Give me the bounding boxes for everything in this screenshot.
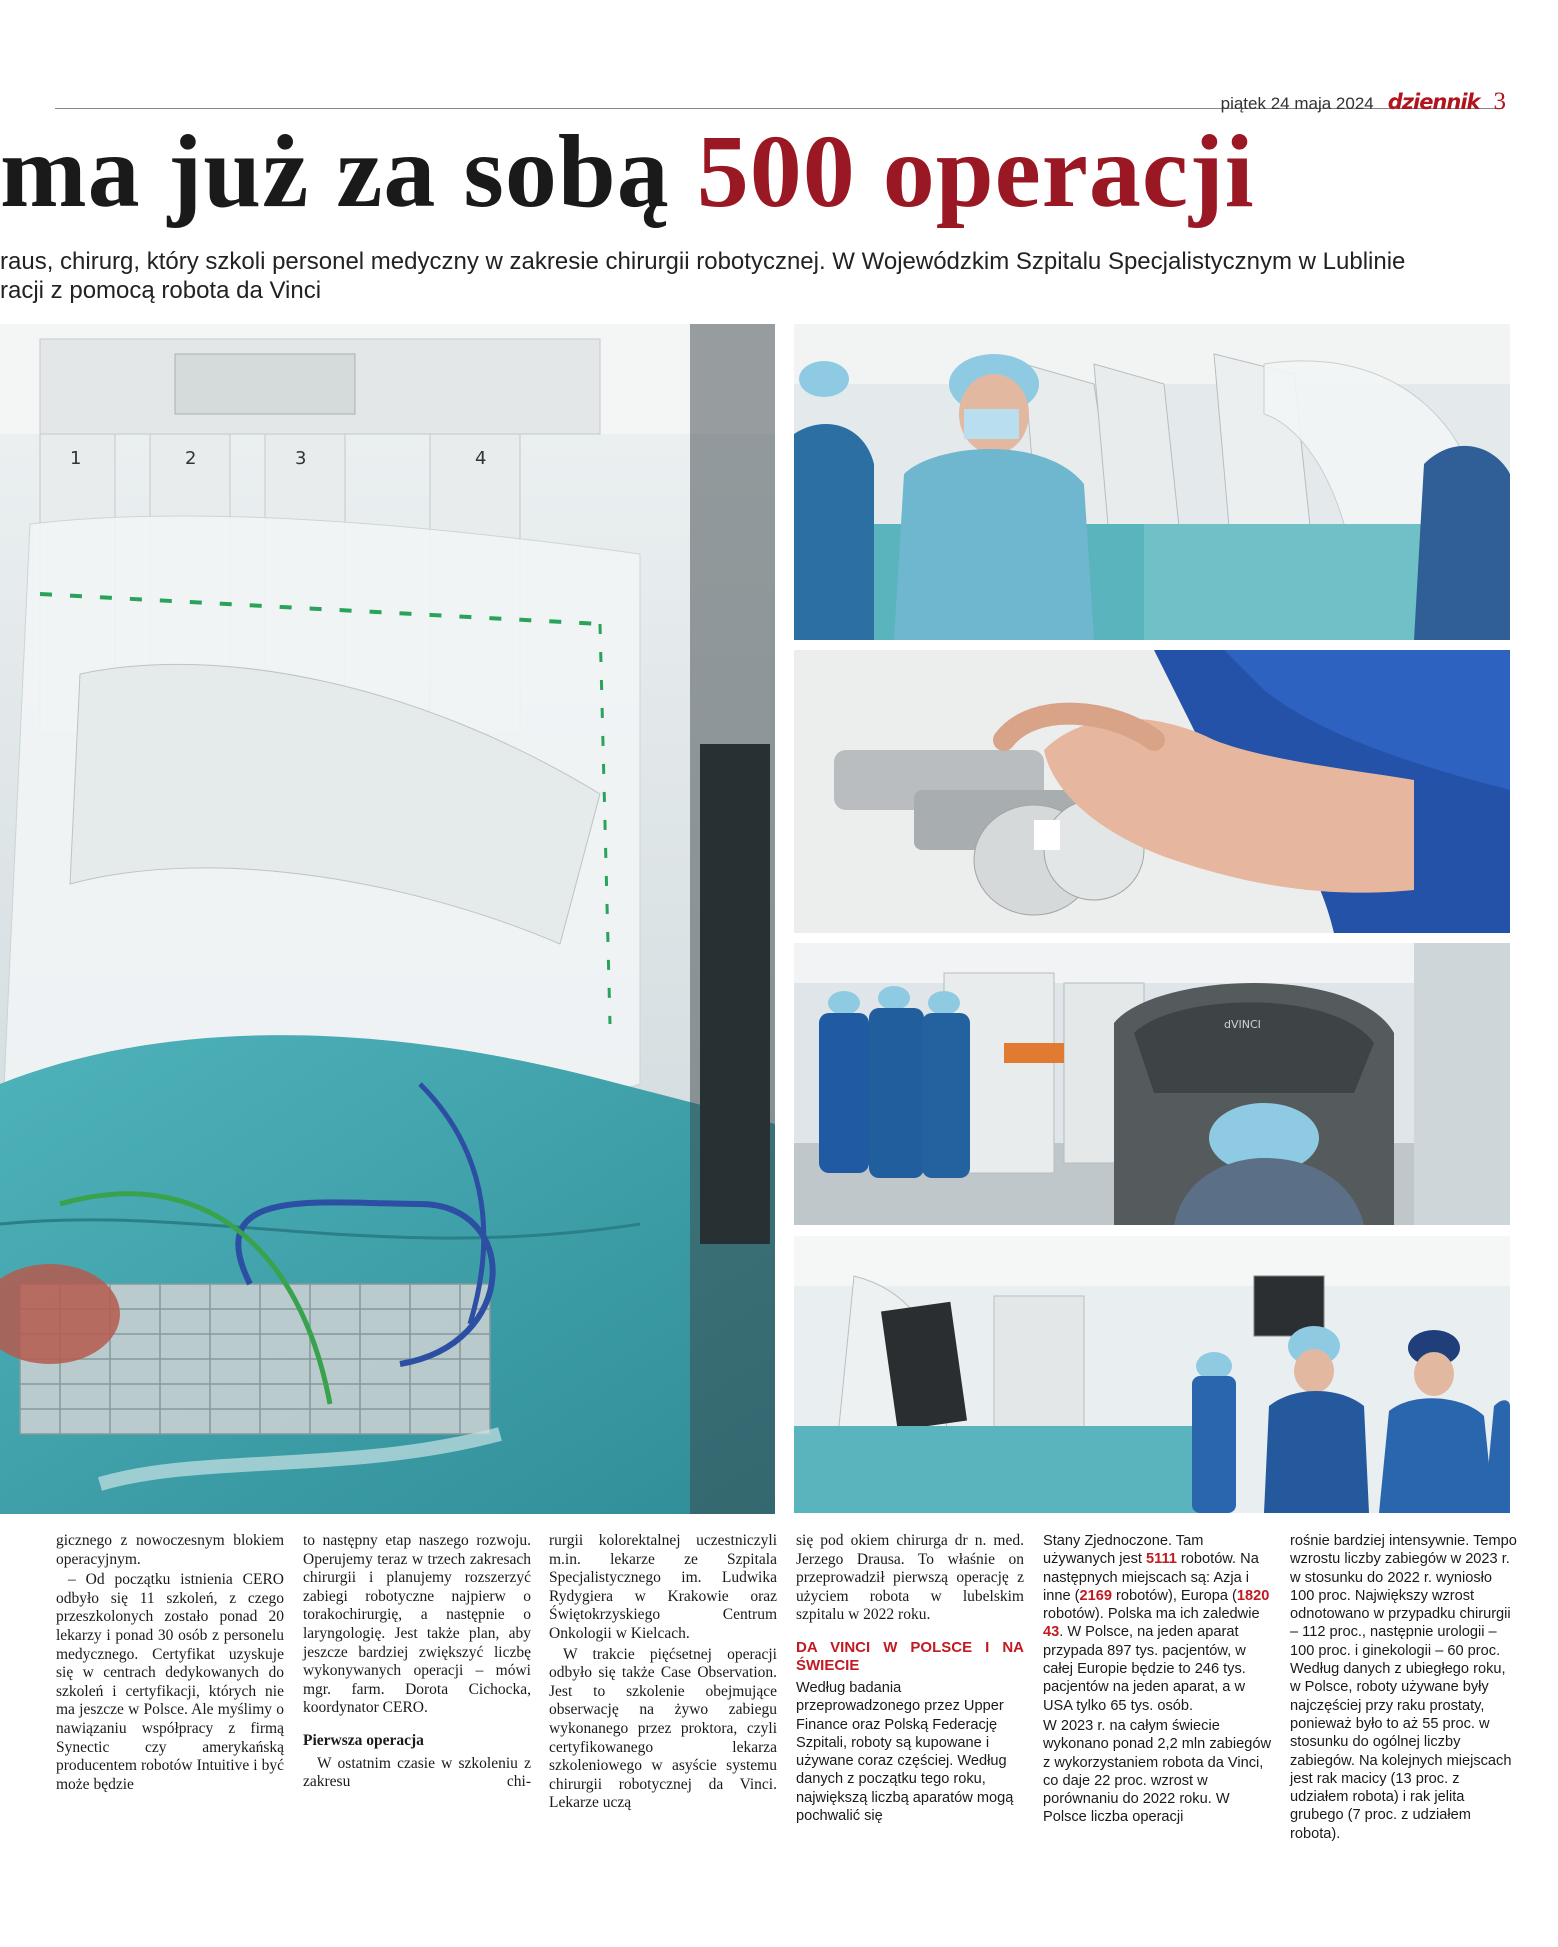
stat-usa-robots: 5111 [1146,1551,1177,1568]
text-run: robotów), Europa ( [1111,1587,1237,1604]
photo-surgeon-at-console [794,943,1510,1225]
stat-europe-robots: 1820 [1236,1587,1270,1604]
box-paragraph: rośnie bardziej intensywnie. Tempo wzrostu liczby zabiegów w 2023 r. w stosunku do 2022 r. wyniosło 100 proc. Największy wzrost odnotowano w przypadku chirurgii – 112 proc., następnie urologii – 100 proc. i ginekologii – 60 proc. Według danych z ubiegłego roku, w Polsce, roboty używane były najczęściej przy raku prostaty, ponieważ było to aż 55 proc. w stosunku do ogólnej liczby zabiegów. Na kolejnych miejscach jest rak macicy (13 proc. z udziałem robota) i rak jelita grubego (7 proc. z udziałem robota). [1290,1533,1517,1842]
photo-team-in-operating-room [794,1236,1510,1513]
article-headline [0,108,1558,236]
newspaper-logo: dziennik [1387,90,1480,114]
paragraph: gicznego z nowoczesnym blokiem operacyjnym. [56,1532,284,1568]
arm-label-3: 3 [295,448,307,469]
stat-poland-robots: 43 [1043,1624,1060,1641]
lead-line-1: raus, chirurg, który szkoli personel medyczny w zakresie chirurgii robotycznej. W Wojewódzkim Szpitalu Specjalistycznym w Lublinie [0,248,1406,275]
paragraph: W ostatnim czasie w szkoleniu z zakresu chi- [303,1754,531,1791]
lead-line-2: racji z pomocą robota da Vinci [0,277,322,304]
headline-part-1: ma już za sobą [0,114,697,229]
page-number: 3 [1493,88,1506,115]
article-body [0,1532,1558,1932]
article-column-2 [303,1532,531,1794]
article-column-1 [56,1532,284,1796]
main-photo-illustration [0,324,775,1514]
box-title-da-vinci: DA VINCI W POLSCE I NA ŚWIECIE [796,1638,1024,1674]
article-column-5 [1043,1532,1271,1829]
article-column-3 [549,1532,777,1815]
box-paragraph [1043,1532,1271,1715]
console-brand-label: dVINCI [1224,1018,1261,1031]
paragraph: rurgii kolorektalnej uczestniczyli m.in. lekarze ze Szpitala Specjalistycznego im. Ludwika Rydygiera w Krakowie oraz Świętokrzyskiego Centrum Onkologii w Kielcach. [549,1532,777,1642]
article-lead [0,247,1520,305]
photo-hands-on-controls [794,650,1510,933]
arm-label-1: 1 [70,448,82,469]
photo-team-illustration [794,1236,1510,1513]
text-run: . W Polsce, na jeden aparat przypada 897 tys. pacjentów, w całej Europie będzie to 246 tys. pacjentów na jeden aparat, a w USA tylko 65 tys. osób. [1043,1624,1246,1714]
article-column-6 [1290,1532,1518,1845]
photo-surgeons-illustration [794,324,1510,640]
text-run: robotów. Na następnych miejscach są: Azja i inne ( [1043,1551,1259,1604]
arm-label-2: 2 [185,448,197,469]
paragraph: – Od początku istnienia CERO odbyło się 11 szkoleń, z czego przeszkolonych zostało ponad 20 lekarzy i ponad 30 osób z personelu medycznego. Certyfikat uzyskuje się w centrach dedykowanych do szkoleń i certyfikacji, których nie ma jeszcze w Polsce. Ale myślimy o nawiązaniu współpracy z firmą Synectic czy amerykańską producentem robotów Intuitive i być może będzie [56,1571,284,1793]
paragraph: W trakcie pięćsetnej operacji odbyło się także Case Observation. Jest to szkolenie obejmujące obserwację na żywo zabiegu wykonanego przez proktora, czyli certyfikowanego lekarza szkoleniowego w asyście systemu chirurgii robotycznej da Vinci. Lekarze uczą [549,1645,777,1812]
arm-label-4: 4 [475,448,487,469]
box-paragraph: Według badania przeprowadzonego przez Upper Finance oraz Polską Federację Szpitali, roboty są kupowane i używane coraz częściej. Według danych z początku tego roku, największą liczbą aparatów mogą pochwalić się [796,1679,1014,1825]
paragraph: się pod okiem chirurga dr n. med. Jerzego Drausa. To właśnie on przeprowadził pierwszą operację z użyciem robota w lubelskim szpitalu w 2022 roku. [796,1532,1024,1624]
headline-part-2: 500 operacji [696,114,1255,229]
paragraph: to następny etap naszego rozwoju. Operujemy teraz w trzech zakresach chirurgii i planujemy rozszerzyć zabiegi robotyczne najpierw o torakochirurgię, a następnie o laryngologię. Jest także plan, aby jeszcze bardziej zwiększyć liczbę wykonywanych operacji – mówi mgr. farm. Dorota Cichocka, koordynator CERO. [303,1532,531,1717]
photo-console-illustration [794,943,1510,1225]
photo-surgeons-at-robot [794,324,1510,640]
stat-asia-robots: 2169 [1079,1587,1112,1604]
issue-date: piątek 24 maja 2024 [1220,94,1374,113]
text-run: Stany Zjednoczone. Tam używanych jest [1043,1533,1204,1568]
photo-hands-illustration [794,650,1510,933]
text-run: robotów). Polska ma ich zaledwie [1043,1606,1260,1623]
article-column-4 [796,1532,1024,1827]
subheading-first-operation: Pierwsza operacja [303,1731,424,1749]
main-photo-robot-arms [0,324,775,1514]
box-paragraph: W 2023 r. na całym świecie wykonano ponad 2,2 mln zabiegów z wykorzystaniem robota da Vinci, co daje 22 proc. wzrost w porównaniu do 2022 roku. W Polsce liczba operacji [1043,1717,1271,1826]
